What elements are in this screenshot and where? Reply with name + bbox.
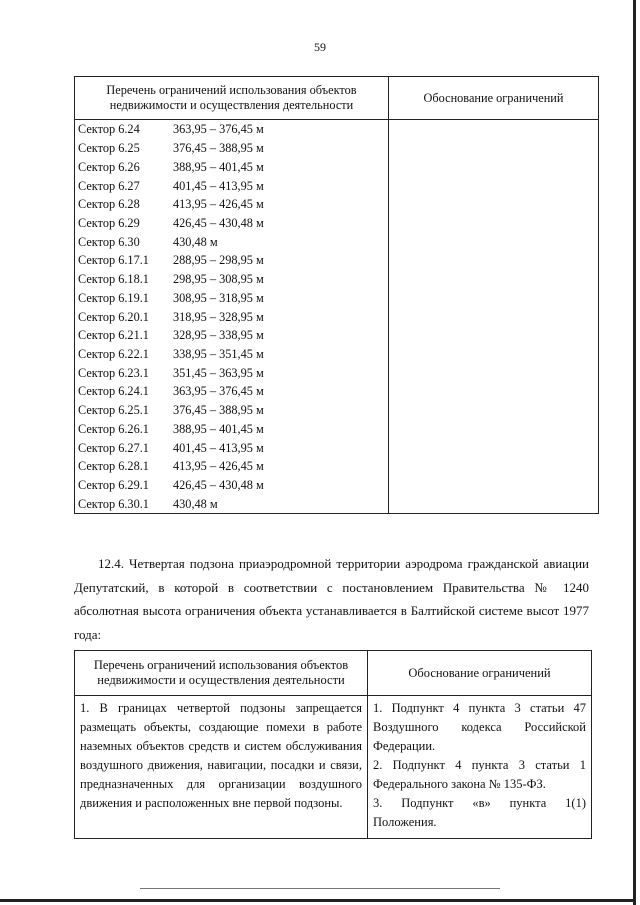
sector-cell — [75, 438, 389, 457]
sector-name: Сектор 6.29 — [78, 215, 140, 230]
table-row — [75, 345, 599, 364]
restrictions-table — [74, 650, 592, 839]
header-restrictions: Перечень ограничений использования объектов недвижимости и осуществления деятельности — [75, 77, 389, 120]
basis-cell — [389, 214, 599, 233]
sector-cell — [75, 420, 389, 439]
table-row — [75, 307, 599, 326]
basis-cell — [389, 288, 599, 307]
basis-item: 3. Подпункт «в» пункта 1(1) Положения. — [373, 796, 586, 829]
height-range: 401,45 – 413,95 м — [173, 178, 264, 193]
sector-name: Сектор 6.17.1 — [78, 253, 149, 268]
sector-name: Сектор 6.20.1 — [78, 309, 149, 324]
sector-name: Сектор 6.24.1 — [78, 384, 149, 399]
scan-dashed-line — [140, 888, 500, 889]
height-range: 388,95 – 401,45 м — [173, 421, 264, 436]
basis-cell — [389, 326, 599, 345]
height-range: 318,95 – 328,95 м — [173, 309, 264, 324]
table-row — [75, 176, 599, 195]
header-restrictions: Перечень ограничений использования объектов недвижимости и осуществления деятельности — [75, 651, 368, 696]
sector-name: Сектор 6.21.1 — [78, 328, 149, 343]
sector-cell — [75, 457, 389, 476]
table-header-row — [75, 651, 592, 696]
sector-cell — [75, 288, 389, 307]
height-range: 298,95 – 308,95 м — [173, 272, 264, 287]
sector-cell — [75, 214, 389, 233]
sector-name: Сектор 6.23.1 — [78, 365, 149, 380]
sector-cell — [75, 176, 389, 195]
header-basis: Обоснование ограничений — [389, 77, 599, 120]
sector-name: Сектор 6.27 — [78, 178, 140, 193]
height-range: 430,48 м — [173, 234, 218, 249]
height-range: 430,48 м — [173, 496, 218, 511]
sector-cell — [75, 401, 389, 420]
basis-cell — [389, 494, 599, 513]
restriction-text: 1. В границах четвертой подзоны запрещается размещать объекты, создающие помехи в работе наземных объектов средств и систем обслуживания воздушного движения, навигации, посадки и связи, предназначенных для организации воздушного движения и расположенных вне первой подзоны. — [75, 696, 368, 839]
paragraph-text: 12.4. Четвертая подзона приаэродромной территории аэродрома гражданской авиации Депутатский, в которой в соответствии с постановлением Правительства № 1240 абсолютная высота ограничения объекта устанавливается в Балтийской системе высот 1977 года: — [74, 556, 589, 642]
height-range: 328,95 – 338,95 м — [173, 328, 264, 343]
table-row — [75, 214, 599, 233]
basis-cell — [389, 307, 599, 326]
scan-edge-bottom — [0, 899, 636, 902]
sector-cell — [75, 382, 389, 401]
sector-cell — [75, 232, 389, 251]
table-row — [75, 288, 599, 307]
height-range: 338,95 – 351,45 м — [173, 346, 264, 361]
sector-name: Сектор 6.26 — [78, 159, 140, 174]
sector-name: Сектор 6.25.1 — [78, 403, 149, 418]
basis-cell — [389, 382, 599, 401]
height-range: 413,95 – 426,45 м — [173, 197, 264, 212]
height-range: 288,95 – 298,95 м — [173, 253, 264, 268]
sector-name: Сектор 6.24 — [78, 122, 140, 137]
basis-cell — [389, 401, 599, 420]
sector-rows — [75, 120, 599, 514]
table-row — [75, 157, 599, 176]
basis-cell — [389, 270, 599, 289]
height-range: 388,95 – 401,45 м — [173, 159, 264, 174]
sector-height-table — [74, 76, 599, 514]
sector-cell — [75, 157, 389, 176]
basis-cell — [389, 232, 599, 251]
sector-cell — [75, 195, 389, 214]
table-row — [75, 420, 599, 439]
table-row — [75, 120, 599, 139]
sector-cell — [75, 476, 389, 495]
basis-cell — [368, 696, 592, 839]
height-range: 376,45 – 388,95 м — [173, 141, 264, 156]
sector-cell — [75, 307, 389, 326]
table-row — [75, 476, 599, 495]
height-range: 363,95 – 376,45 м — [173, 122, 264, 137]
header-basis: Обоснование ограничений — [368, 651, 592, 696]
height-range: 363,95 – 376,45 м — [173, 384, 264, 399]
table-row — [75, 232, 599, 251]
table-row — [75, 696, 592, 839]
table-row — [75, 363, 599, 382]
basis-cell — [389, 420, 599, 439]
sector-name: Сектор 6.27.1 — [78, 440, 149, 455]
table-row — [75, 382, 599, 401]
sector-cell — [75, 494, 389, 513]
basis-cell — [389, 457, 599, 476]
table-row — [75, 270, 599, 289]
height-range: 376,45 – 388,95 м — [173, 403, 264, 418]
sector-cell — [75, 270, 389, 289]
basis-item: 1. Подпункт 4 пункта 3 статьи 47 Воздушного кодекса Российской Федерации. — [373, 701, 586, 753]
sector-cell — [75, 251, 389, 270]
height-range: 351,45 – 363,95 м — [173, 365, 264, 380]
basis-cell — [389, 120, 599, 139]
table-row — [75, 438, 599, 457]
table-header-row — [75, 77, 599, 120]
sector-cell — [75, 326, 389, 345]
basis-cell — [389, 363, 599, 382]
sector-cell — [75, 345, 389, 364]
sector-name: Сектор 6.29.1 — [78, 478, 149, 493]
sector-name: Сектор 6.25 — [78, 141, 140, 156]
table-row — [75, 139, 599, 158]
scan-edge-right — [633, 0, 636, 905]
sector-cell — [75, 120, 389, 139]
basis-cell — [389, 157, 599, 176]
sector-cell — [75, 139, 389, 158]
sector-name: Сектор 6.30.1 — [78, 496, 149, 511]
table-row — [75, 195, 599, 214]
table-row — [75, 457, 599, 476]
sector-name: Сектор 6.28.1 — [78, 459, 149, 474]
sector-name: Сектор 6.22.1 — [78, 346, 149, 361]
height-range: 308,95 – 318,95 м — [173, 290, 264, 305]
sector-name: Сектор 6.18.1 — [78, 272, 149, 287]
height-range: 426,45 – 430,48 м — [173, 478, 264, 493]
sector-cell — [75, 363, 389, 382]
basis-cell — [389, 345, 599, 364]
sector-name: Сектор 6.30 — [78, 234, 140, 249]
basis-cell — [389, 476, 599, 495]
table-row — [75, 326, 599, 345]
basis-cell — [389, 176, 599, 195]
basis-cell — [389, 139, 599, 158]
basis-item: 2. Подпункт 4 пункта 3 статьи 1 Федерального закона № 135-ФЗ. — [373, 758, 586, 791]
sector-name: Сектор 6.19.1 — [78, 290, 149, 305]
table-row — [75, 401, 599, 420]
table-row — [75, 494, 599, 513]
height-range: 413,95 – 426,45 м — [173, 459, 264, 474]
basis-cell — [389, 195, 599, 214]
page-number: 59 — [314, 40, 326, 54]
sector-name: Сектор 6.26.1 — [78, 421, 149, 436]
height-range: 426,45 – 430,48 м — [173, 215, 264, 230]
height-range: 401,45 – 413,95 м — [173, 440, 264, 455]
section-12-4-paragraph — [74, 552, 589, 646]
basis-cell — [389, 438, 599, 457]
basis-cell — [389, 251, 599, 270]
table-row — [75, 251, 599, 270]
sector-name: Сектор 6.28 — [78, 197, 140, 212]
